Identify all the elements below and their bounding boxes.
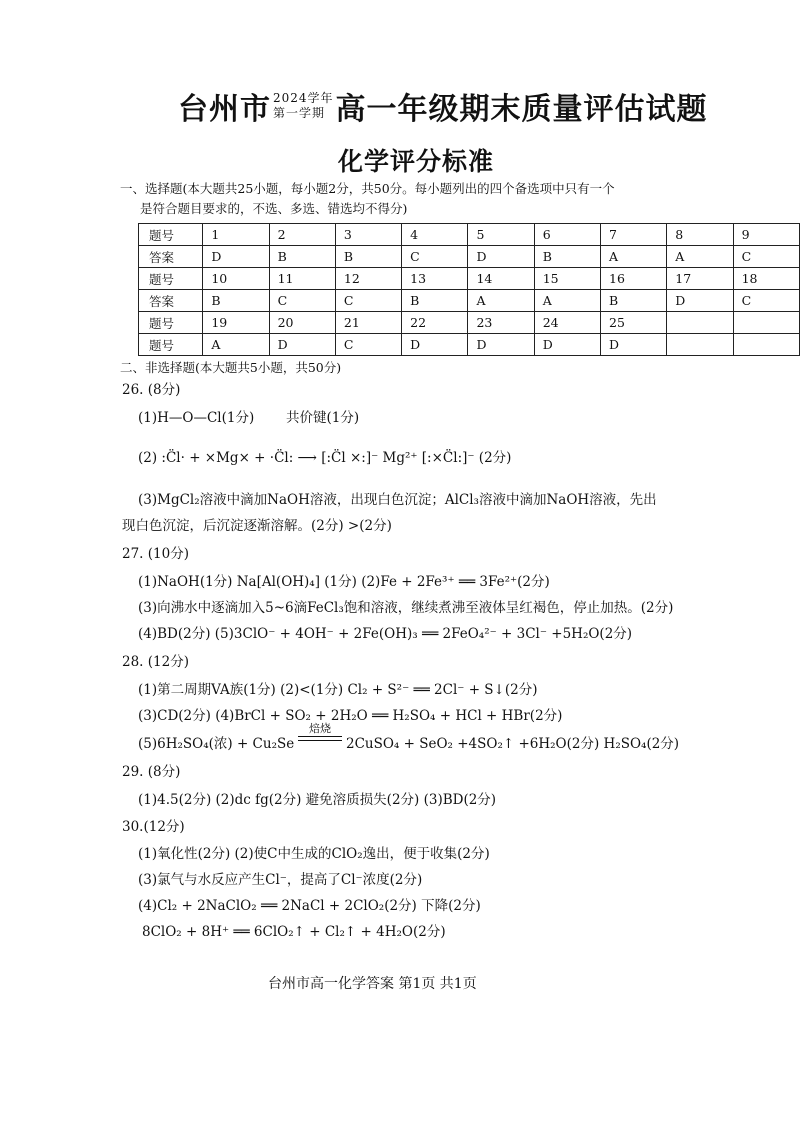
answer-table-cell: 17 xyxy=(667,268,733,290)
q26-answer-1b: 共价键(1分) xyxy=(286,410,360,426)
title-city: 台州市 xyxy=(178,92,271,127)
page-title xyxy=(178,84,708,128)
title-year: 2024学年 xyxy=(273,91,334,105)
q29-answer-1: (1)4.5(2分) (2)dc fg(2分) 避免溶质损失(2分) (3)BD(2分) xyxy=(138,792,497,808)
answer-table-cell: 12 xyxy=(335,268,401,290)
q26-heading: 26. (8分) xyxy=(122,382,181,398)
answer-table-cell xyxy=(733,334,799,356)
answer-table-cell xyxy=(733,312,799,334)
answer-table-row xyxy=(139,334,800,356)
answer-table-cell: 7 xyxy=(601,224,667,246)
answer-table-cell: 8 xyxy=(667,224,733,246)
answer-table-cell: B xyxy=(534,246,600,268)
answer-table-cell: B xyxy=(402,290,468,312)
answer-table-cell: 3 xyxy=(335,224,401,246)
title-term: 第一学期 xyxy=(273,106,326,120)
answer-table-cell: 20 xyxy=(269,312,335,334)
answer-table-cell: D xyxy=(534,334,600,356)
answer-table-cell xyxy=(667,334,733,356)
answer-table-cell: B xyxy=(601,290,667,312)
answer-table-cell: 22 xyxy=(402,312,468,334)
answer-table-cell: B xyxy=(335,246,401,268)
answer-table-row-label: 答案 xyxy=(139,290,203,312)
q26-answer-3b: 现白色沉淀，后沉淀逐渐溶解。(2分) >(2分) xyxy=(122,518,392,534)
answer-table-cell: 15 xyxy=(534,268,600,290)
answer-table-cell: D xyxy=(269,334,335,356)
page-subtitle: 化学评分标准 xyxy=(338,147,495,176)
q27-answer-3: (4)BD(2分) (5)3ClO⁻ + 4OH⁻ + 2Fe(OH)₃ ══ 2FeO₄²⁻ + 3Cl⁻ +5H₂O(2分) xyxy=(138,626,633,642)
answer-table-row xyxy=(139,224,800,246)
q30-answer-4: 8ClO₂ + 8H⁺ ══ 6ClO₂↑ + Cl₂↑ + 4H₂O(2分) xyxy=(142,924,446,940)
answer-table-cell: 25 xyxy=(601,312,667,334)
q28-answer-2: (3)CD(2分) (4)BrCl + SO₂ + 2H₂O ══ H₂SO₄ + HCl + HBr(2分) xyxy=(138,708,563,724)
section1-intro-line1: 一、选择题(本大题共25小题，每小题2分，共50分。每小题列出的四个备选项中只有一个 xyxy=(120,181,615,196)
q30-answer-2: (3)氯气与水反应产生Cl⁻，提高了Cl⁻浓度(2分) xyxy=(138,872,423,888)
answer-table-cell: C xyxy=(269,290,335,312)
q26-answer-3a: (3)MgCl₂溶液中滴加NaOH溶液，出现白色沉淀；AlCl₃溶液中滴加NaOH溶液，先出 xyxy=(138,492,657,508)
q29-heading: 29. (8分) xyxy=(122,764,181,780)
q28-answer-1: (1)第二周期VA族(1分) (2)<(1分) Cl₂ + S²⁻ ══ 2Cl⁻ + S↓(2分) xyxy=(138,682,538,698)
answer-table-cell: D xyxy=(468,246,534,268)
answer-table xyxy=(138,223,800,356)
answer-table-cell: C xyxy=(733,246,799,268)
q26-answer-2: (2) :C̈l· + ×Mg× + ·C̈l: ⟶ [:C̈l ×:]⁻ Mg²⁺ [:×C̈l:]⁻ (2分) xyxy=(138,450,512,466)
q28-condition-label: 焙烧 xyxy=(309,722,331,735)
q30-heading: 30.(12分) xyxy=(122,819,185,835)
answer-table-cell: 24 xyxy=(534,312,600,334)
q30-answer-1: (1)氧化性(2分) (2)使C中生成的ClO₂逸出，便于收集(2分) xyxy=(138,846,490,862)
answer-table-cell: C xyxy=(733,290,799,312)
answer-table-cell: A xyxy=(203,334,269,356)
answer-table-row-label: 题号 xyxy=(139,268,203,290)
answer-table-row xyxy=(139,246,800,268)
section2-intro: 二、非选择题(本大题共5小题，共50分) xyxy=(120,360,342,375)
answer-table-row-label: 题号 xyxy=(139,224,203,246)
answer-table-cell: 5 xyxy=(468,224,534,246)
q28-answer-3a: (5)6H₂SO₄(浓) + Cu₂Se xyxy=(138,736,295,752)
answer-table-cell: D xyxy=(667,290,733,312)
q28-condition-bar-top xyxy=(298,736,342,737)
title-term-stack xyxy=(273,91,334,121)
answer-table-cell: 21 xyxy=(335,312,401,334)
answer-table-cell: 9 xyxy=(733,224,799,246)
answer-table-cell: D xyxy=(402,334,468,356)
q27-heading: 27. (10分) xyxy=(122,546,189,562)
answer-table-cell: B xyxy=(203,290,269,312)
q28-condition-bar-bottom xyxy=(298,740,342,741)
answer-table-cell: A xyxy=(667,246,733,268)
q27-answer-2: (3)向沸水中逐滴加入5~6滴FeCl₃饱和溶液，继续煮沸至液体呈红褐色，停止加热。(2分) xyxy=(138,600,674,616)
answer-table-cell: 13 xyxy=(402,268,468,290)
answer-table-cell: C xyxy=(402,246,468,268)
answer-table-cell: C xyxy=(335,334,401,356)
answer-table-cell: 2 xyxy=(269,224,335,246)
answer-table-cell: 18 xyxy=(733,268,799,290)
page-footer: 台州市高一化学答案 第1页 共1页 xyxy=(268,976,477,992)
answer-table-cell: A xyxy=(468,290,534,312)
answer-table-cell: 4 xyxy=(402,224,468,246)
answer-table-cell: C xyxy=(335,290,401,312)
answer-table-cell: 14 xyxy=(468,268,534,290)
title-main: 高一年级期末质量评估试题 xyxy=(335,92,708,127)
q26-answer-1a: (1)H—O—Cl(1分) xyxy=(138,410,255,426)
q27-answer-1: (1)NaOH(1分) Na[Al(OH)₄] (1分) (2)Fe + 2Fe³⁺ ══ 3Fe²⁺(2分) xyxy=(138,574,550,590)
q30-answer-3: (4)Cl₂ + 2NaClO₂ ══ 2NaCl + 2ClO₂(2分) 下降(2分) xyxy=(138,898,481,914)
answer-table-cell: 10 xyxy=(203,268,269,290)
answer-table-row xyxy=(139,268,800,290)
answer-table-row-label: 答案 xyxy=(139,246,203,268)
section1-intro-line2: 是符合题目要求的，不选、多选、错选均不得分) xyxy=(140,201,408,216)
answer-table-cell: D xyxy=(468,334,534,356)
answer-table-cell: A xyxy=(601,246,667,268)
answer-table-cell: A xyxy=(534,290,600,312)
answer-table-cell: 23 xyxy=(468,312,534,334)
answer-table-cell: 11 xyxy=(269,268,335,290)
q28-answer-3b: 2CuSO₄ + SeO₂ +4SO₂↑ +6H₂O(2分) H₂SO₄(2分) xyxy=(346,736,680,752)
answer-table-cell: 1 xyxy=(203,224,269,246)
answer-table-cell: D xyxy=(203,246,269,268)
q28-heading: 28. (12分) xyxy=(122,654,189,670)
answer-table-row xyxy=(139,312,800,334)
answer-table-cell: 6 xyxy=(534,224,600,246)
answer-table-cell: 19 xyxy=(203,312,269,334)
answer-table-row xyxy=(139,290,800,312)
answer-table-cell: 16 xyxy=(601,268,667,290)
answer-table-cell: D xyxy=(601,334,667,356)
answer-table-row-label: 题号 xyxy=(139,312,203,334)
answer-table-row-label: 题号 xyxy=(139,334,203,356)
answer-table-cell xyxy=(667,312,733,334)
answer-table-cell: B xyxy=(269,246,335,268)
